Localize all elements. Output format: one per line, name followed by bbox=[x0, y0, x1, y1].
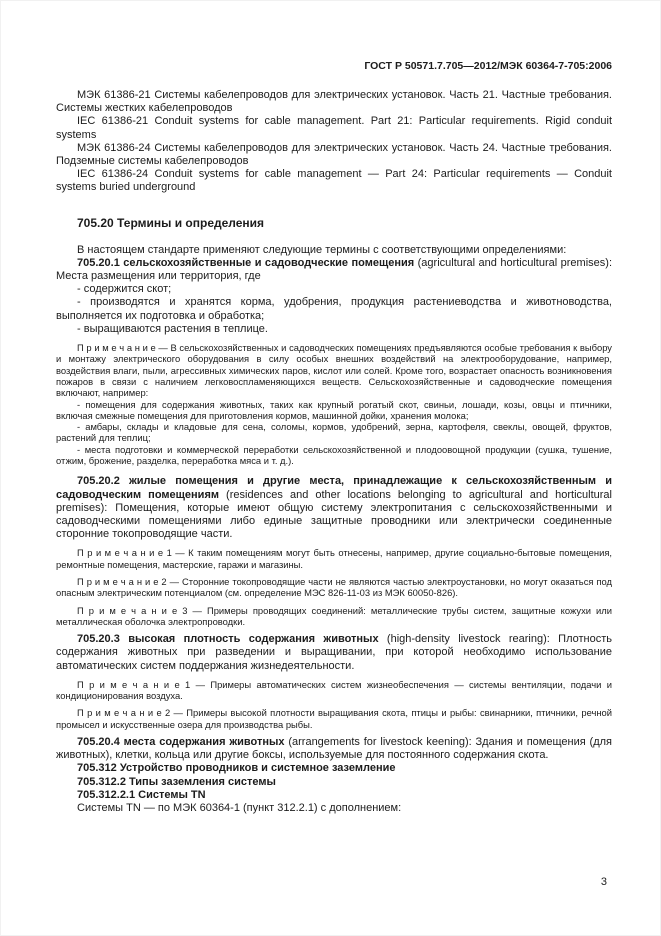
reference-item: МЭК 61386-21 Системы кабелепроводов для электрических установок. Часть 21. Частные требования. Системы жестких кабелепроводов bbox=[56, 89, 612, 115]
document-header: ГОСТ Р 50571.7.705—2012/МЭК 60364-7-705:2006 bbox=[364, 60, 612, 72]
term-705-20-1-list-item: - содержится скот; bbox=[77, 283, 172, 296]
term-705-20-1-list-item: - выращиваются растения в теплице. bbox=[77, 322, 268, 335]
term-705-20-2-title: 705.20.2 жилые помещения и другие места, принадлежащие к сельскохозяйственным и садоводческим помещениям bbox=[56, 475, 612, 501]
term-705-20-2 bbox=[56, 475, 612, 541]
page-content bbox=[56, 60, 612, 815]
reference-item: IEC 61386-24 Conduit systems for cable management — Part 24: Particular requirements — Conduit systems buried underground bbox=[56, 168, 612, 194]
subsection-705-312-2-1: 705.312.2.1 Системы TN bbox=[77, 788, 206, 801]
term-705-20-1-definition: (agricultural and horticultural premises): Места размещения или территория, где bbox=[56, 256, 612, 283]
subsection-705-312: 705.312 Устройство проводников и системное заземление bbox=[77, 762, 396, 775]
reference-item: IEC 61386-21 Conduit systems for cable management. Part 21: Particular requirements. Rigid conduit systems bbox=[56, 115, 612, 141]
term-705-20-1-note-item: - амбары, склады и кладовые для сена, соломы, кормов, удобрений, зерна, картофеля, свеклы, овощей, фруктов, растений для теплиц; bbox=[56, 421, 612, 444]
term-705-20-1 bbox=[56, 257, 612, 283]
term-705-20-2-note: П р и м е ч а н и е 2 — Сторонние токопроводящие части не являются частью электроустановки, но могут оказаться под опасным электрическим потенциалом (см. определение МЭС 826-11-03 из МЭК 60050-826). bbox=[56, 575, 612, 599]
term-705-20-1-note: П р и м е ч а н и е — В сельскохозяйственных и садоводческих помещениях предъявляются особые требования к выбору и монтажу электрического оборудования в силу особых внешних воздействий на электрооборудование, например, воздействия влаги, пыли, агрессивных химических паров, кислот или солей. Кроме того, возрастает опасность возникновения пожаров в связи с наличием легковоспламеняющихся веществ. Сельскохозяйственные и садоводческие помещения включают, например: bbox=[56, 342, 612, 399]
term-705-20-2-note: П р и м е ч а н и е 3 — Примеры проводящих соединений: металлические трубы систем, защитные кожухи или металлическая оболочка электропроводки. bbox=[56, 604, 612, 627]
section-intro: В настоящем стандарте применяют следующие термины с соответствующими определениями: bbox=[77, 243, 567, 256]
term-705-20-2-definition: (residences and other locations belonging to agricultural and horticultural premises): Помещения, которые имеют общую систему электропитания с сельскохозяйственными и садоводческими помещениями либо единые защитные проводники или электрически соединенные сторонние токопроводящие части. bbox=[56, 488, 612, 541]
term-705-20-1-title: 705.20.1 сельскохозяйственные и садоводческие помещения bbox=[77, 256, 415, 269]
term-705-20-1-note-item: - помещения для содержания животных, таких как крупный рогатый скот, свиньи, лошади, козы, овцы и птичники, включая смежные помещения для приготовления кормов, машинной дойки, хранения молока; bbox=[56, 398, 612, 421]
section-heading: 705.20 Термины и определения bbox=[77, 215, 265, 230]
term-705-20-3-definition: (high-density livestock rearing): Плотность содержания животных при разведении и выращивании, при которой необходимо использование автоматических систем поддержания жизнедеятельности. bbox=[56, 633, 612, 672]
term-705-20-3-note: П р и м е ч а н и е 1 — Примеры автоматических систем жизнеобеспечения — системы вентиляции, подачи и кондиционирования воздуха. bbox=[56, 678, 612, 702]
term-705-20-3-title: 705.20.3 высокая плотность содержания животных bbox=[77, 633, 379, 646]
term-705-20-1-note-item: - места подготовки и коммерческой переработки сельскохозяйственной и плодоовощной продукции (сушка, тушение, отжим, брожение, разделка, переработка мяса и т. д.). bbox=[56, 443, 612, 467]
term-705-20-4-definition: (arrangements for livestock keening): Здания и помещения (для животных), клетки, кольца или другие боксы, используемые для постоянного содержания скота. bbox=[56, 735, 612, 762]
term-705-20-1-list-item: - производятся и хранятся корма, удобрения, продукция растениеводства и животноводства, выполняется их подготовка и обработка; bbox=[56, 296, 612, 322]
subsection-705-312-2: 705.312.2 Типы заземления системы bbox=[77, 775, 276, 788]
tn-systems-text: Системы TN — по МЭК 60364-1 (пункт 312.2.1) с дополнением: bbox=[77, 801, 402, 814]
term-705-20-3-note: П р и м е ч а н и е 2 — Примеры высокой плотности выращивания скота, птицы и рыбы: свинарники, птичники, речной промысел и искусственные озера для производства рыбы. bbox=[56, 707, 612, 730]
term-705-20-2-note: П р и м е ч а н и е 1 — К таким помещениям могут быть отнесены, например, другие социально-бытовые помещения, ремонтные помещения, мастерские, гаражи и магазины. bbox=[56, 547, 612, 570]
page-number: 3 bbox=[600, 876, 607, 888]
term-705-20-4-title: 705.20.4 места содержания животных bbox=[77, 735, 285, 748]
term-705-20-4 bbox=[56, 736, 612, 762]
term-705-20-3 bbox=[56, 633, 612, 673]
reference-item: МЭК 61386-24 Системы кабелепроводов для электрических установок. Часть 24. Частные требования. Подземные системы кабелепроводов bbox=[56, 141, 612, 168]
